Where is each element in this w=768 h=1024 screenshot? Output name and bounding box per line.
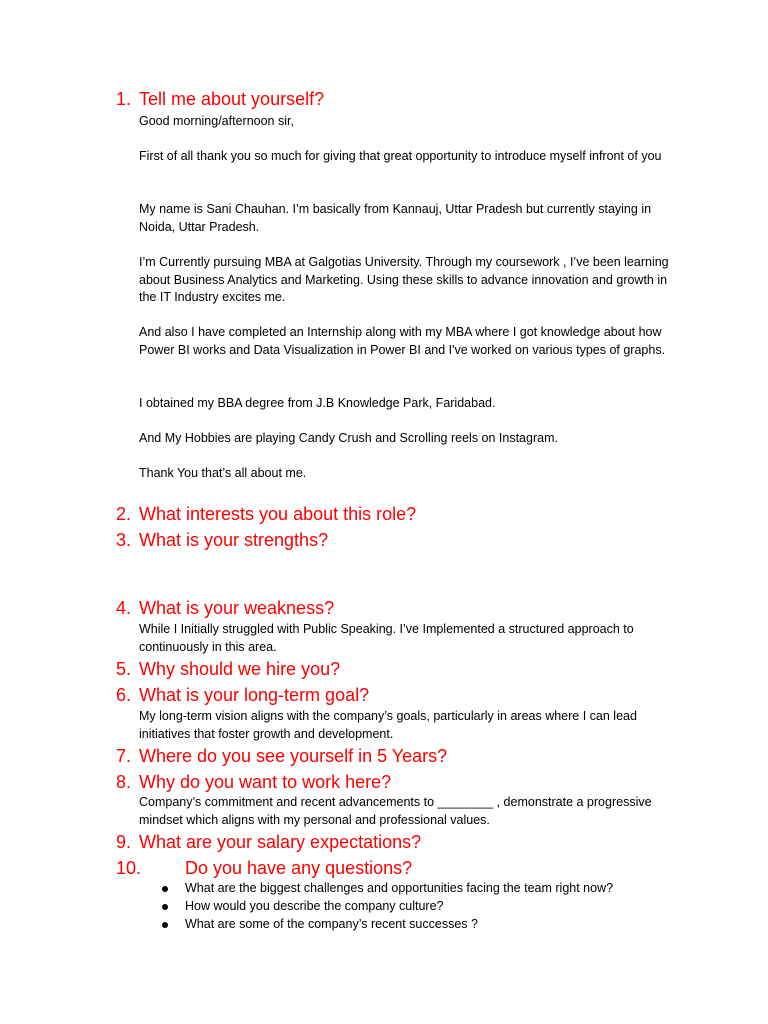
bullet-text: How would you describe the company culture? [185,899,444,913]
question-text: What interests you about this role? [139,504,417,524]
question-heading [116,658,340,680]
question-text: What are your salary expectations? [139,832,422,852]
answer-paragraph: My long-term vision aligns with the company’s goals, particularly in areas where I can lead initiatives that foster growth and development. [139,709,637,741]
question-heading [116,745,447,767]
bullet-icon [162,922,168,928]
question-number: 4. [116,598,132,618]
question-text: Tell me about yourself? [139,89,325,109]
question-number: 7. [116,746,132,766]
answer-paragraph: And also I have completed an Internship along with my MBA where I got knowledge about how Power BI works and Data Visualization in Power BI and I've worked on various types of graphs. [139,325,666,357]
question-number: 6. [116,685,132,705]
question-text: What is your strengths? [139,530,329,550]
question-heading [116,88,324,110]
bullet-icon [162,904,168,910]
question-heading [116,529,328,551]
question-text: Why should we hire you? [139,659,341,679]
answer-paragraph: While I Initially struggled with Public Speaking. I’ve Implemented a structured approach to continuously in this area. [139,622,634,654]
question-number: 3. [116,530,132,550]
question-text: What is your long-term goal? [139,685,370,705]
answer-paragraph: Company’s commitment and recent advancements to ________ , demonstrate a progressive mindset which aligns with my personal and professional values. [139,795,652,827]
question-heading [116,771,391,793]
question-heading [116,831,421,853]
answer-paragraph: I obtained my BBA degree from J.B Knowledge Park, Faridabad. [139,396,496,410]
answer-paragraph: I’m Currently pursuing MBA at Galgotias University. Through my coursework , I’ve been learning about Business Analytics and Marketing. Using these skills to advance innovation and growth in the IT Industry excites me. [139,255,669,305]
question-text: Where do you see yourself in 5 Years? [139,746,448,766]
question-heading [116,597,334,619]
question-text: Do you have any questions? [185,858,413,878]
question-heading [116,503,416,525]
answer-paragraph: My name is Sani Chauhan. I’m basically from Kannauj, Uttar Pradesh but currently staying in Noida, Uttar Pradesh. [139,202,652,234]
question-number: 10. [116,858,142,878]
answer-paragraph: First of all thank you so much for giving that great opportunity to introduce myself infront of you [139,149,662,163]
bullet-text: What are the biggest challenges and opportunities facing the team right now? [185,881,614,895]
question-number: 9. [116,832,132,852]
question-number: 8. [116,772,132,792]
bullet-item [185,880,613,898]
bullet-item [185,898,443,916]
answer-paragraph: Thank You that’s all about me. [139,466,307,480]
question-text: Why do you want to work here? [139,772,392,792]
answer-paragraph: And My Hobbies are playing Candy Crush and Scrolling reels on Instagram. [139,431,558,445]
bullet-text: What are some of the company’s recent successes ? [185,917,478,931]
bullet-icon [162,886,168,892]
question-number: 5. [116,659,132,679]
bullet-item [185,916,478,934]
question-number: 2. [116,504,132,524]
answer-paragraph: Good morning/afternoon sir, [139,114,294,128]
question-heading [116,684,369,706]
question-heading [116,857,412,879]
question-text: What is your weakness? [139,598,335,618]
question-number: 1. [116,89,132,109]
